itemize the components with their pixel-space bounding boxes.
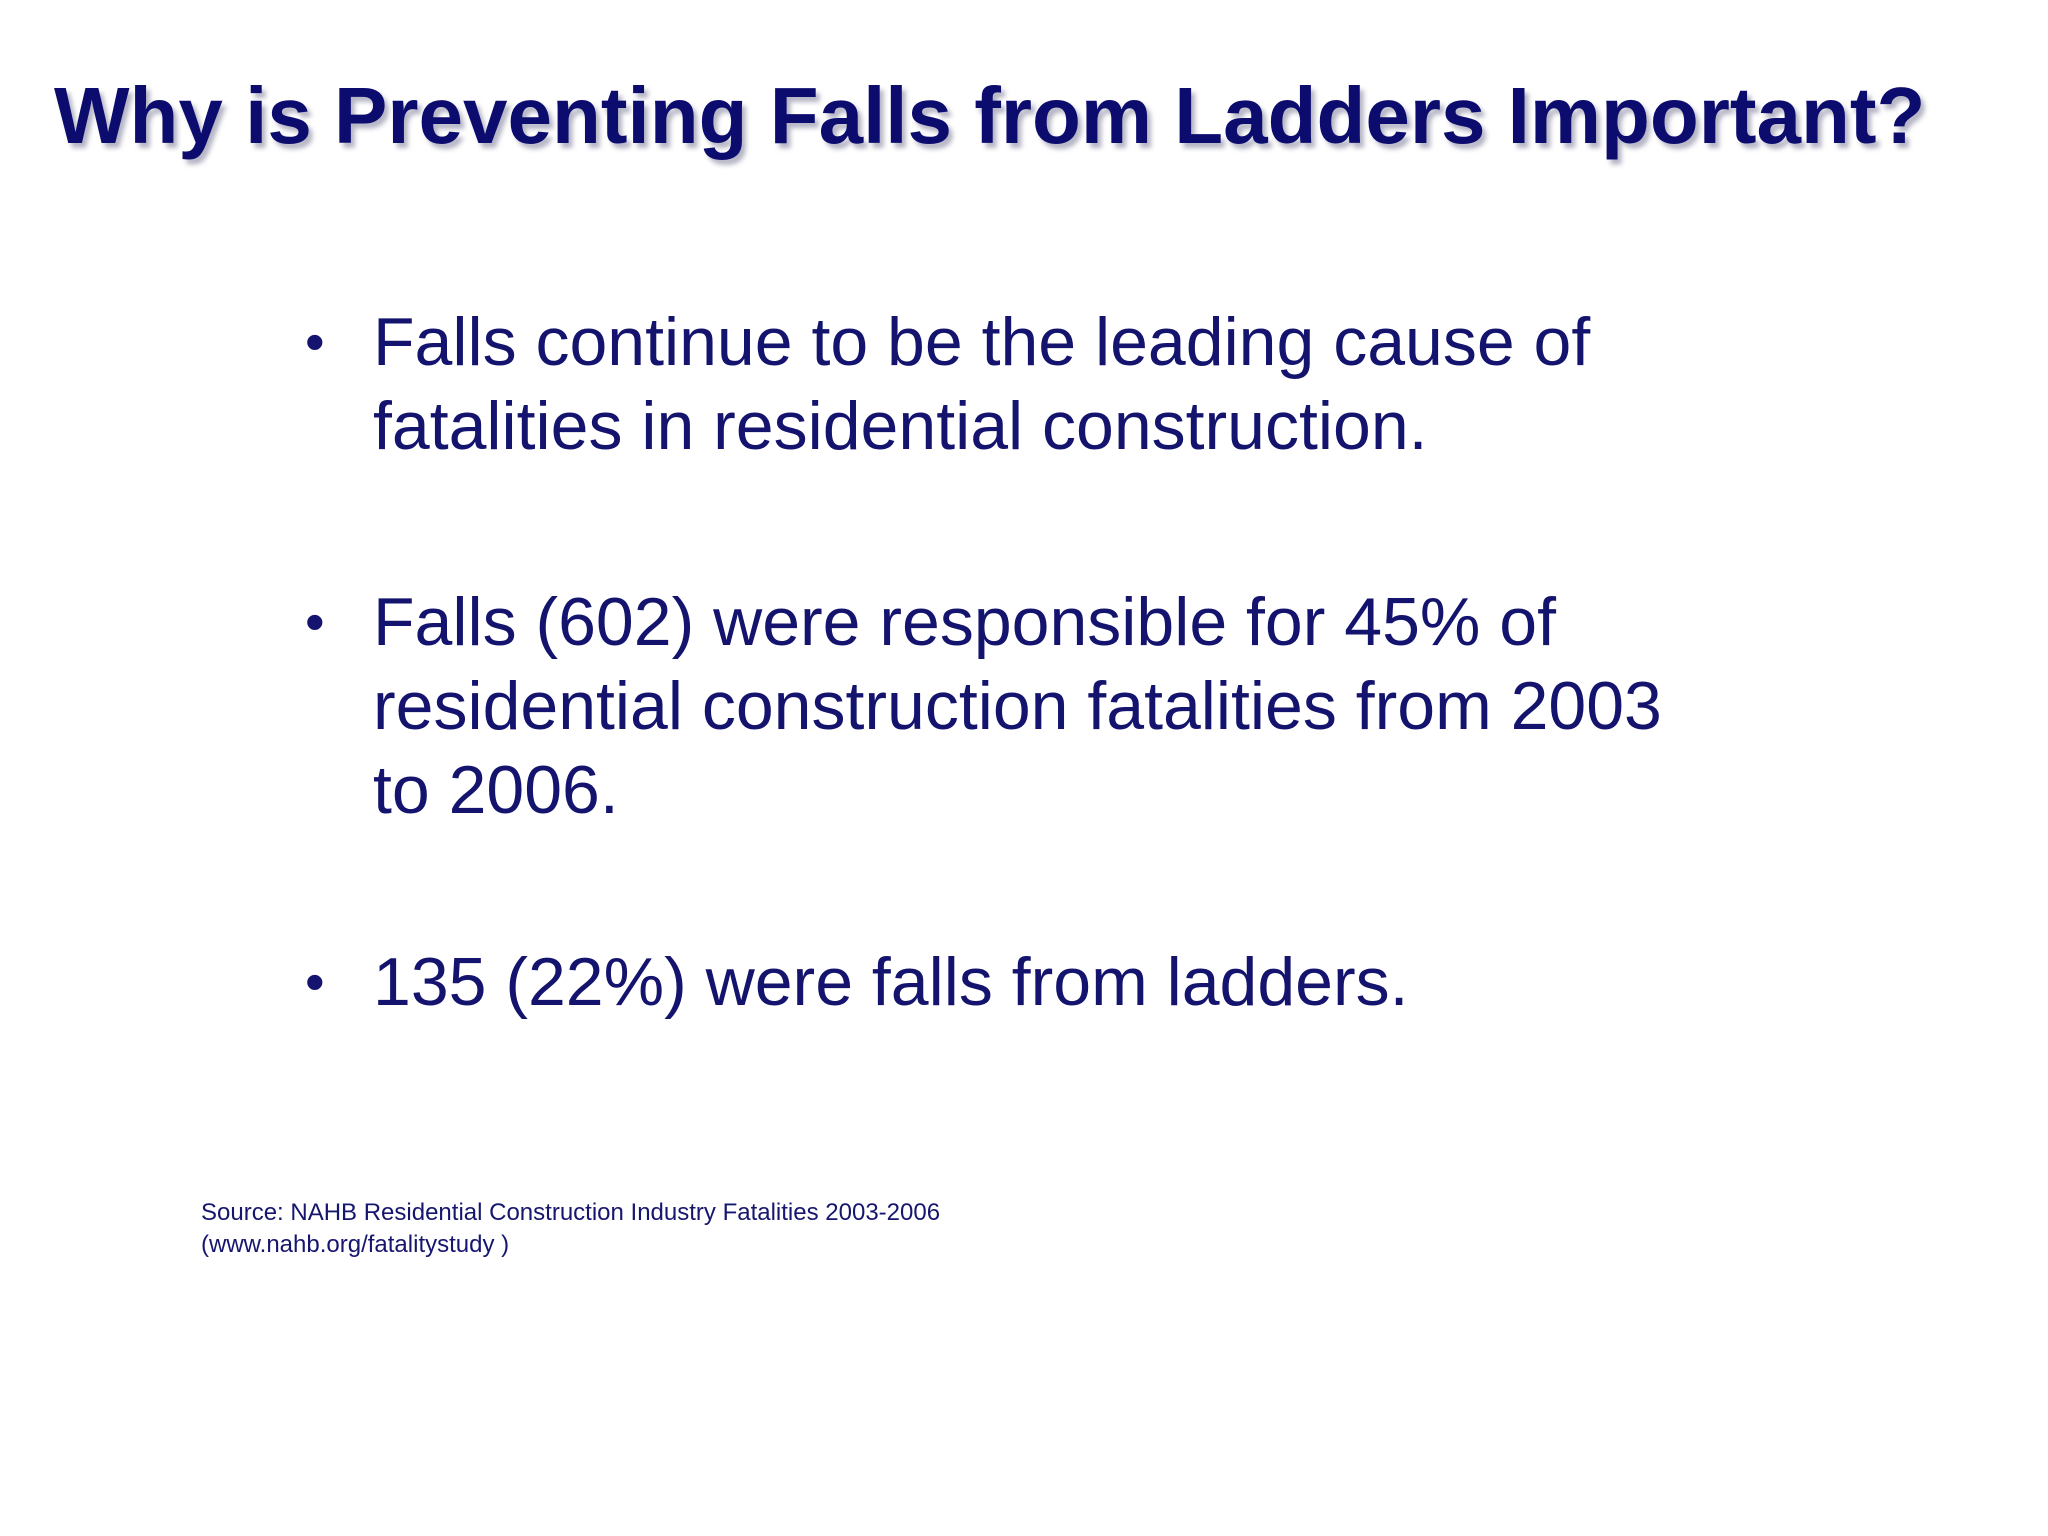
source-citation [201,1197,1401,1261]
bullet-item [305,940,1725,1024]
bullet-icon: • [305,590,325,653]
bullet-item [305,580,1725,832]
bullet-text: 135 (22%) were falls from ladders. [373,944,1409,1020]
slide-title: Why is Preventing Falls from Ladders Important? [54,71,1926,160]
source-line: Source: NAHB Residential Construction Industry Fatalities 2003-2006 [201,1199,941,1226]
bullet-icon: • [305,950,325,1013]
bullet-icon: • [305,310,325,373]
source-url: (www.nahb.org/fatalitystudy ) [201,1231,510,1258]
bullet-text: Falls continue to be the leading cause of fatalities in residential construction. [373,304,1591,464]
bullet-item [305,300,1725,468]
bullet-text: Falls (602) were responsible for 45% of residential construction fatalities from 2003 to 2006. [373,584,1662,828]
